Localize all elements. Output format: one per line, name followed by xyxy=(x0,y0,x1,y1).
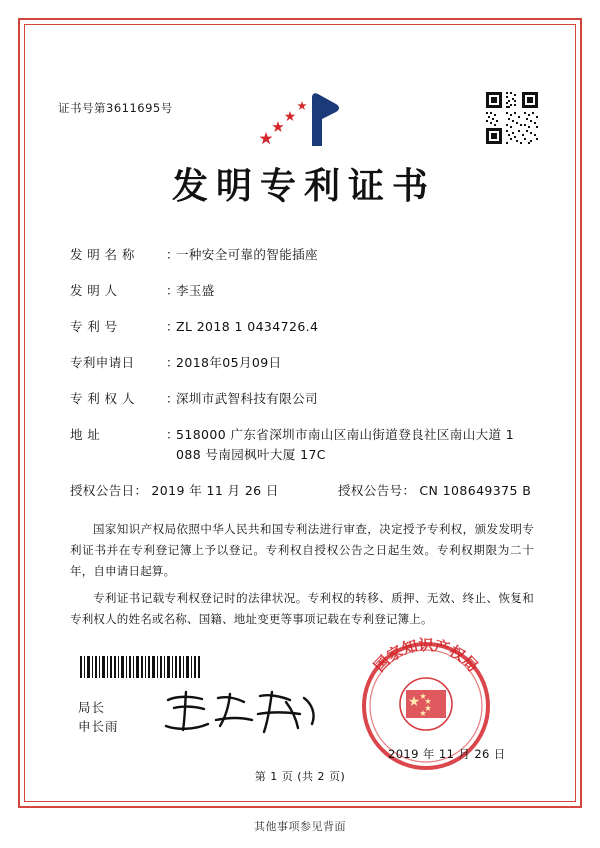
field-label: 专利申请日 xyxy=(70,355,135,370)
field-colon: ： xyxy=(166,391,179,406)
field-address xyxy=(70,425,538,465)
field-application-date xyxy=(70,353,538,373)
grant-date-value: 2019 年 11 月 26 日 xyxy=(151,483,279,498)
director-block xyxy=(78,698,119,736)
svg-text:国家知识产权局: 国家知识产权局 xyxy=(370,636,482,676)
handwritten-signature-icon xyxy=(160,686,320,738)
field-value: 一种安全可靠的智能插座 xyxy=(176,247,318,262)
patent-field-list xyxy=(40,245,560,501)
field-label: 专 利 权 人 xyxy=(70,391,135,406)
field-label: 发 明 名 称 xyxy=(70,247,135,262)
field-value: 李玉盛 xyxy=(176,283,215,298)
address-line-1: 518000 广东省深圳市南山区南山街道登良社区南山大道 1 xyxy=(176,427,515,442)
field-value xyxy=(176,425,538,465)
grant-number-group xyxy=(338,481,531,501)
director-name: 申长雨 xyxy=(78,719,119,734)
field-patentee xyxy=(70,389,538,409)
field-inventor xyxy=(70,281,538,301)
field-colon: ： xyxy=(166,247,179,262)
field-colon: ： xyxy=(166,427,179,442)
page-title: 发明专利证书 xyxy=(171,166,436,207)
field-value: 2018年05月09日 xyxy=(176,355,282,370)
field-value: ZL 2018 1 0434726.4 xyxy=(176,319,319,334)
field-grant-announcement xyxy=(70,481,538,501)
certificate-content xyxy=(40,40,560,786)
page-number: 第 1 页 (共 2 页) xyxy=(254,770,346,783)
field-label: 地 址 xyxy=(70,427,101,442)
certificate-header xyxy=(40,40,560,136)
address-line-2: 088 号南园枫叶大厦 17C xyxy=(176,447,326,462)
field-invention-name xyxy=(70,245,538,265)
field-colon: ： xyxy=(166,355,179,370)
field-label: 发 明 人 xyxy=(70,283,118,298)
grant-date-group xyxy=(70,481,338,501)
field-label: 专 利 号 xyxy=(70,319,118,334)
legal-paragraph-2: 专利证书记载专利权登记时的法律状况。专利权的转移、质押、无效、终止、恢复和专利权人的姓名或名称、国籍、地址变更等事项记载在专利登记簿上。 xyxy=(70,591,534,626)
certificate-footer-block xyxy=(40,600,560,790)
grant-date-label: 授权公告日： xyxy=(70,483,148,498)
seal-date: 2019 年 11 月 26 日 xyxy=(388,747,506,761)
field-value: 深圳市武智科技有限公司 xyxy=(176,391,318,406)
director-title: 局长 xyxy=(78,700,106,715)
footnote: 其他事项参见背面 xyxy=(254,820,346,833)
legal-paragraph-1: 国家知识产权局依照中华人民共和国专利法进行审查，决定授予专利权，颁发发明专利证书并在专利登记簿上予以登记。专利权自授权公告之日起生效。专利权期限为二十年，自申请日起算。 xyxy=(70,522,534,578)
field-colon: ： xyxy=(166,283,179,298)
qr-code-icon xyxy=(484,90,540,146)
barcode-icon xyxy=(80,656,200,678)
field-patent-number xyxy=(70,317,538,337)
cnipa-logo-icon xyxy=(256,88,348,150)
grant-number-label: 授权公告号： xyxy=(338,483,416,498)
field-colon: ： xyxy=(166,319,179,334)
certificate-number: 证书号第3611695号 xyxy=(58,101,173,115)
grant-number-value: CN 108649375 B xyxy=(419,483,532,498)
